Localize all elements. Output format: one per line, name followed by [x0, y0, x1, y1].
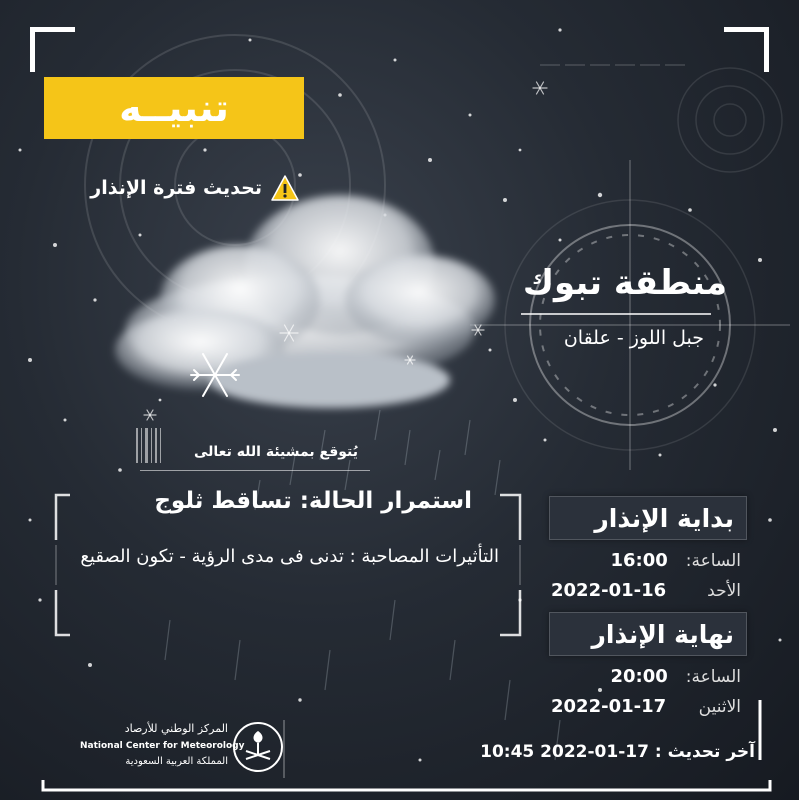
- warning-start-title: بداية الإنذار: [594, 503, 734, 533]
- gear-decoration-right: [505, 68, 782, 450]
- warning-end-header: [549, 612, 747, 656]
- cloud-illustration: [115, 195, 495, 408]
- warning-end-title: نهاية الإنذار: [591, 619, 734, 649]
- warning-badge-label: تنبيــه: [119, 86, 229, 130]
- warning-start-header: [549, 496, 747, 540]
- barcode-decoration: [136, 428, 161, 463]
- target-circle-decoration: [470, 160, 790, 470]
- region-subtitle: جبل اللوز - علقان: [563, 327, 704, 349]
- warning-end-date-value: 2022-01-17: [551, 696, 667, 717]
- warning-start-time-label: الساعة:: [685, 551, 741, 571]
- corner-top-left-decoration: [30, 27, 75, 72]
- status-title: استمرار الحالة: تساقط ثلوج: [154, 488, 472, 514]
- warning-end-time-value: 20:00: [610, 666, 668, 687]
- warning-start-date-value: 2022-01-16: [551, 580, 667, 601]
- ncm-country-name: المملكة العربية السعودية: [125, 756, 228, 767]
- warning-start-time-row: [551, 550, 741, 571]
- region-title: منطقة تبوك: [522, 263, 727, 303]
- warning-start-day-label: الأحد: [707, 581, 741, 601]
- warning-end-day-label: الاثنين: [698, 697, 741, 717]
- effects-text: التأثيرات المصاحبة : تدنى فى مدى الرؤية - تكون الصقيع: [80, 546, 499, 567]
- warning-end-time-label: الساعة:: [685, 667, 741, 687]
- saudi-emblem-icon: [232, 721, 284, 773]
- warning-start-time-value: 16:00: [610, 550, 668, 571]
- rain-streaks: [165, 410, 560, 760]
- warning-end-date-row: [551, 696, 741, 717]
- region-underline: [521, 313, 711, 315]
- forecast-intro: يُتوقع بمشيئة الله تعالى: [193, 444, 358, 460]
- ncm-english-name: National Center for Meteorology: [80, 741, 245, 751]
- warning-end-time-row: [551, 666, 741, 687]
- warning-badge: [44, 77, 304, 139]
- warning-triangle-icon: [270, 174, 300, 202]
- corner-top-right-decoration: [724, 27, 769, 72]
- last-update-text: آخر تحديث : 17-01-2022 10:45: [480, 742, 755, 762]
- warning-update-label: تحديث فترة الإنذار: [90, 177, 262, 199]
- warning-start-date-row: [551, 580, 741, 601]
- warning-update-row: [60, 170, 300, 206]
- forecast-intro-underline: [140, 470, 370, 471]
- ncm-arabic-name: المركز الوطني للأرصاد: [124, 722, 228, 735]
